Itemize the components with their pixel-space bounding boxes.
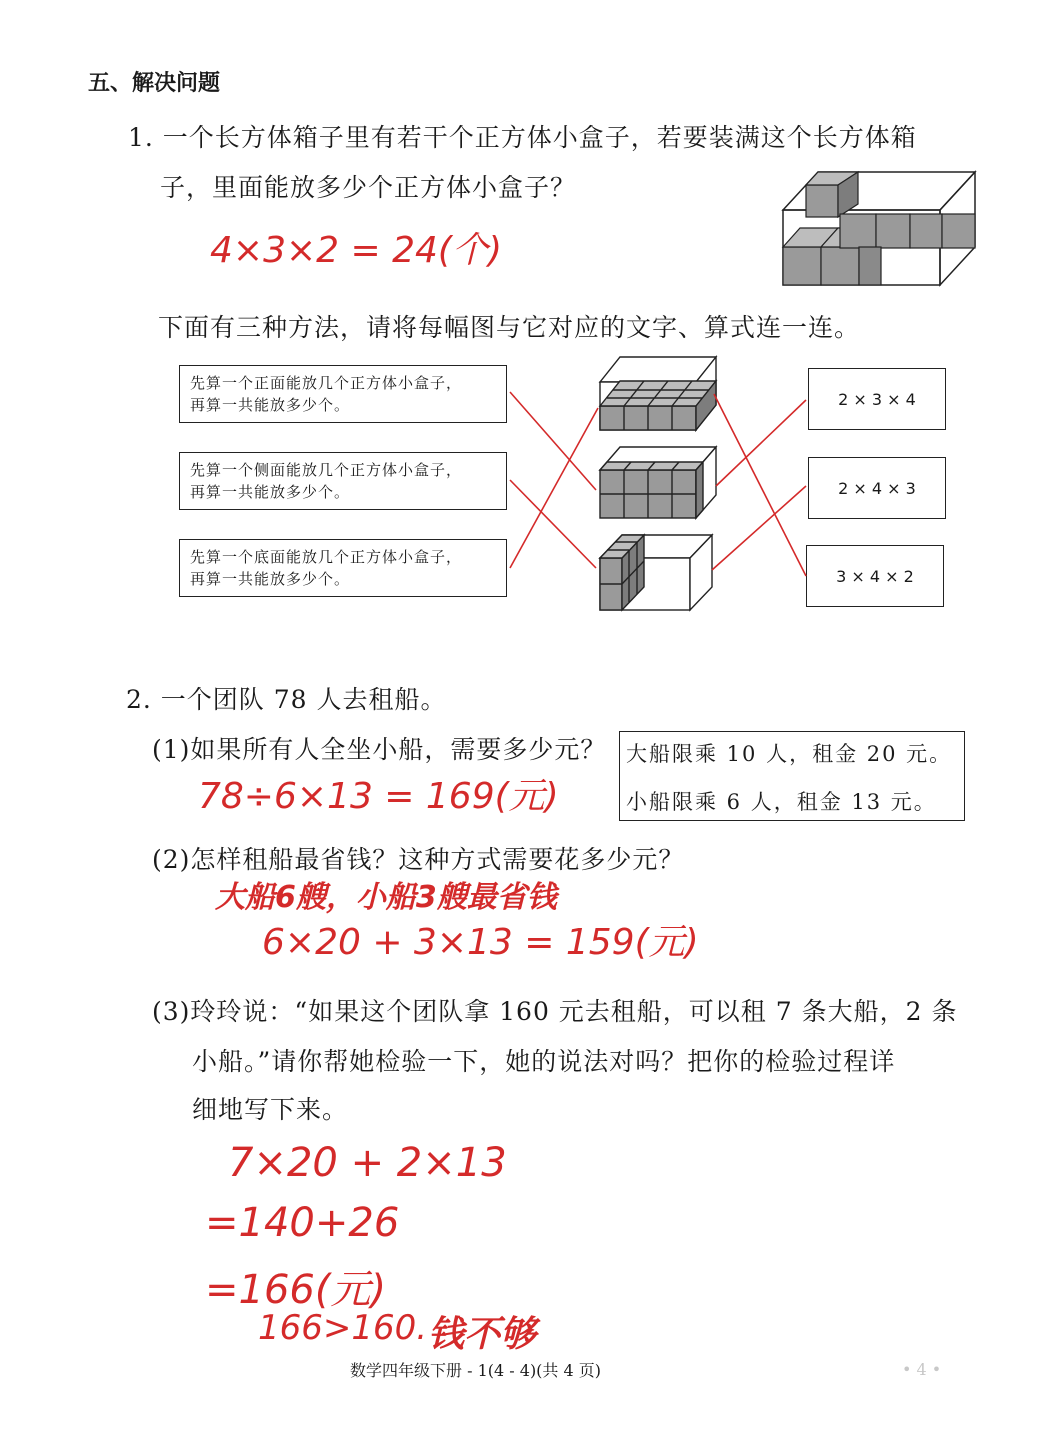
method-front-l2: 再算一共能放多少个。 [190, 396, 351, 414]
page-number: • 4 • [902, 1360, 942, 1379]
method-bottom-l2: 再算一共能放多少个。 [190, 570, 351, 588]
q1-line2: 子，里面能放多少个正方体小盒子？ [160, 173, 577, 202]
method-bottom-l1: 先算一个底面能放几个正方体小盒子， [190, 548, 463, 566]
method-box-front [179, 365, 507, 423]
q2-part3-line1: (3)玲玲说：“如果这个团队拿 160 元去租船，可以租 7 条大船，2 条 [152, 997, 958, 1026]
formula-3: 3 × 4 × 2 [836, 566, 914, 586]
q1-instruction: 下面有三种方法，请将每幅图与它对应的文字、算式连一连。 [158, 313, 861, 342]
q1-answer: 4×3×2 = 24(个) [210, 230, 502, 271]
q2-part3-work-2: =140+26 [205, 1200, 400, 1246]
q1-cuboid [783, 172, 975, 285]
q2-part3-work-4: 166>160. [258, 1308, 428, 1348]
formula-box-3 [806, 545, 944, 607]
rule-big-boat: 大船限乘 10 人，租金 20 元。 [626, 742, 953, 766]
q2-part3-work-5: 钱不够 [428, 1314, 537, 1355]
method-box-bottom [179, 539, 507, 597]
footer-text: 数学四年级下册 - 1(4 - 4)(共 4 页) [350, 1361, 602, 1380]
q1-line1: 1. 一个长方体箱子里有若干个正方体小盒子，若要装满这个长方体箱 [128, 123, 917, 152]
method-side-l1: 先算一个侧面能放几个正方体小盒子， [190, 461, 463, 479]
q2-part1: (1)如果所有人全坐小船，需要多少元？ [152, 735, 607, 764]
boat-rules-box [619, 731, 965, 821]
formula-box-1 [808, 368, 946, 430]
method-side-l2: 再算一共能放多少个。 [190, 483, 351, 501]
section-title: 五、解决问题 [88, 71, 221, 96]
matching-lines [510, 392, 806, 576]
q2-part1-answer: 78÷6×13 = 169(元) [198, 776, 559, 817]
rule-small-boat: 小船限乘 6 人，租金 13 元。 [626, 790, 937, 814]
q2-part2: (2)怎样租船最省钱？这种方式需要花多少元？ [152, 845, 685, 874]
q2-part3-line3: 细地写下来。 [192, 1095, 349, 1124]
q2-part2-answer-2: 6×20 + 3×13 = 159(元) [262, 922, 699, 963]
method-box-side [179, 452, 507, 510]
method-front-l1: 先算一个正面能放几个正方体小盒子， [190, 374, 463, 392]
q2-title: 2. 一个团队 78 人去租船。 [126, 685, 447, 714]
q1-cubes [783, 172, 975, 285]
q2-part2-answer-1: 大船6艘，小船3艘最省钱 [215, 880, 557, 915]
q2-part3-line2: 小船。”请你帮她检验一下，她的说法对吗？把你的检验过程详 [192, 1047, 896, 1076]
q2-part3-work-3: =166(元) [205, 1267, 387, 1313]
picture-bottom-layer [600, 535, 712, 610]
formula-1: 2 × 3 × 4 [838, 389, 916, 409]
formula-box-2 [808, 457, 946, 519]
formula-2: 2 × 4 × 3 [838, 478, 916, 498]
q2-part3-work-1: 7×20 + 2×13 [228, 1140, 507, 1186]
picture-side-layer [600, 447, 716, 518]
picture-front-layer [600, 357, 716, 430]
